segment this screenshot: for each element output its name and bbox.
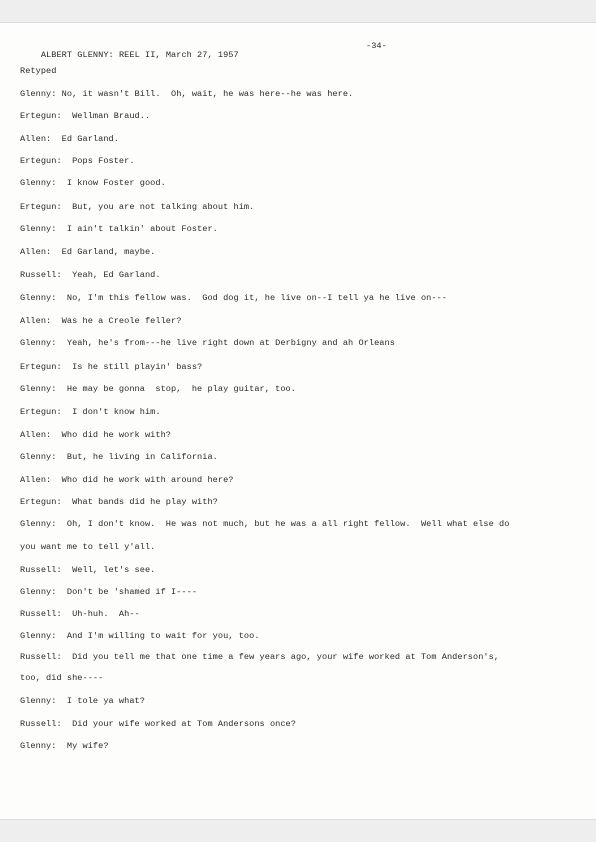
transcript-line: you want me to tell y'all. [20,542,156,552]
transcript-line: Glenny: I ain't talkin' about Foster. [20,224,218,234]
transcript-line: Glenny: I tole ya what? [20,696,145,706]
transcript-line: Glenny: No, it wasn't Bill. Oh, wait, he was here--he was here. [20,89,354,99]
transcript-line: Russell: Did you tell me that one time a few years ago, your wife worked at Tom Anderson's, [20,652,500,662]
transcript-line: Glenny: Yeah, he's from---he live right down at Derbigny and ah Orleans [20,338,395,348]
retyped-label: Retyped [20,66,57,76]
transcript-line: Glenny: Don't be 'shamed if I---- [20,587,198,597]
transcript-line: Russell: Well, let's see. [20,565,156,575]
transcript-line: Glenny: No, I'm this fellow was. God dog it, he live on--I tell ya he live on--- [20,293,447,303]
transcript-line: Allen: Was he a Creole feller? [20,316,182,326]
transcript-line: Ertegun: Wellman Braud.. [20,111,151,121]
transcript-line: too, did she---- [20,673,104,683]
transcript-line: Allen: Who did he work with around here? [20,475,234,485]
transcript-line: Ertegun: Is he still playin' bass? [20,362,203,372]
header-title: ALBERT GLENNY: REEL II, March 27, 1957 [40,49,239,60]
transcript-line: Ertegun: What bands did he play with? [20,497,218,507]
transcript-line: Glenny: But, he living in California. [20,452,218,462]
page-number: -34- [366,41,387,51]
transcript-line: Glenny: And I'm willing to wait for you, too. [20,631,260,641]
transcript-line: Allen: Who did he work with? [20,430,172,440]
transcript-line: Glenny: My wife? [20,741,109,751]
transcript-line: Ertegun: Pops Foster. [20,156,135,166]
transcript-line: Glenny: He may be gonna stop, he play guitar, too. [20,384,296,394]
transcript-line: Russell: Yeah, Ed Garland. [20,270,161,280]
transcript-line: Ertegun: I don't know him. [20,407,161,417]
transcript-line: Ertegun: But, you are not talking about him. [20,202,255,212]
transcript-line: Russell: Uh-huh. Ah-- [20,609,140,619]
transcript-page [0,22,596,820]
transcript-line: Allen: Ed Garland. [20,134,119,144]
transcript-line: Glenny: I know Foster good. [20,178,166,188]
transcript-line: Russell: Did your wife worked at Tom Andersons once? [20,719,296,729]
transcript-line: Glenny: Oh, I don't know. He was not much, but he was a all right fellow. Well what else do [20,519,510,529]
transcript-line: Allen: Ed Garland, maybe. [20,247,156,257]
